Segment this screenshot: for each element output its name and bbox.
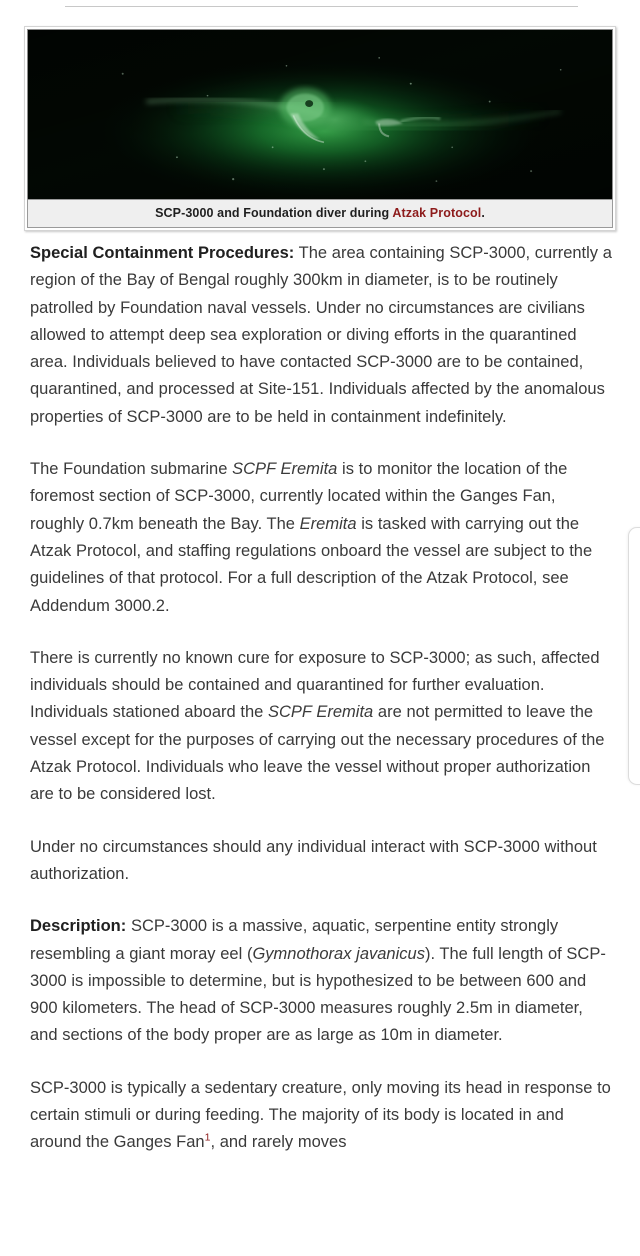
paragraph-eremita-monitoring — [30, 456, 612, 620]
paragraph-2-text-a: The Foundation submarine — [30, 460, 233, 479]
vessel-name-eremita: Eremita — [299, 514, 357, 533]
atzak-protocol-link[interactable]: Atzak Protocol — [392, 206, 482, 220]
article-body — [30, 240, 612, 1157]
paragraph-description — [30, 913, 612, 1049]
vessel-name-scpf-eremita-2: SCPF Eremita — [267, 703, 374, 722]
paragraph-special-containment-procedures — [30, 240, 612, 431]
scp-3000-photo — [27, 29, 613, 199]
paragraph-2-text-b: is to monitor the location of the foremost section of SCP-3000, currently located within the Ganges Fan, roughly 0.7km beneath the Bay. The — [30, 460, 568, 533]
footnote-reference-1[interactable]: 1 — [204, 1131, 211, 1144]
species-name-gymnothorax-javanicus: Gymnothorax javanicus — [252, 944, 425, 963]
section-divider — [65, 6, 578, 7]
vessel-name-scpf-eremita: SCPF Eremita — [232, 460, 338, 479]
paragraph-3-text-a: There is currently no known cure for exposure to SCP-3000; as such, affected individuals should be contained and quarantined for further evaluation. Individuals stationed aboard the — [30, 648, 600, 722]
paragraph-6-text-a: SCP-3000 is typically a sedentary creature, only moving its head in response to certain stimuli or during feeding. The majority of its body is located in and around the Ganges Fan — [30, 1078, 611, 1152]
paragraph-4-text: Under no circumstances should any individual interact with SCP-3000 without authorization. — [30, 837, 597, 883]
paragraph-5-text-b: ). The full length of SCP-3000 is impossible to determine, but is hypothesized to be between 600 and 900 kilometers. The head of SCP-3000 measures roughly 2.5m in diameter, and sections of the body proper are as large as 10m in diameter. — [30, 944, 606, 1045]
paragraph-no-known-cure — [30, 645, 612, 809]
paragraph-1-text: The area containing SCP-3000, currently a region of the Bay of Bengal roughly 300km in diameter, is to be routinely patrolled by Foundation naval vessels. Under no circumstances are civilians allowed to attempt deep sea exploration or diving efforts in the quarantined area. Individuals believed to have contacted SCP-3000 are to be contained, quarantined, and processed at Site-151. Individuals affected by the anomalous properties of SCP-3000 are to be held in containment indefinitely. — [30, 244, 612, 426]
figure-caption — [27, 199, 613, 228]
figure-caption-prefix: SCP-3000 and Foundation diver during — [155, 206, 393, 220]
paragraph-2-text-c: is tasked with carrying out the Atzak Protocol, and staffing regulations onboard the vessel are subject to the guidelines of that protocol. For a full description of the Atzak Protocol, see Addendum 3000.2. — [30, 514, 593, 615]
paragraph-3-text-b: are not permitted to leave the vessel except for the purposes of carrying out the necessary procedures of the Atzak Protocol. Individuals who leave the vessel without proper authorization are to be considered lost. — [30, 703, 605, 804]
special-containment-procedures-label: Special Containment Procedures: — [30, 244, 295, 262]
paragraph-6-text-b: , and rarely moves — [210, 1133, 347, 1152]
paragraph-no-interaction-warning — [30, 834, 612, 889]
edge-side-panel[interactable] — [628, 527, 640, 785]
paragraph-5-text-a: SCP-3000 is a massive, aquatic, serpentine entity strongly resembling a giant moray eel ( — [30, 917, 559, 963]
description-label: Description: — [30, 917, 127, 936]
figure-caption-suffix: . — [481, 206, 485, 220]
paragraph-sedentary-behavior — [30, 1075, 612, 1157]
figure-block — [24, 26, 616, 231]
